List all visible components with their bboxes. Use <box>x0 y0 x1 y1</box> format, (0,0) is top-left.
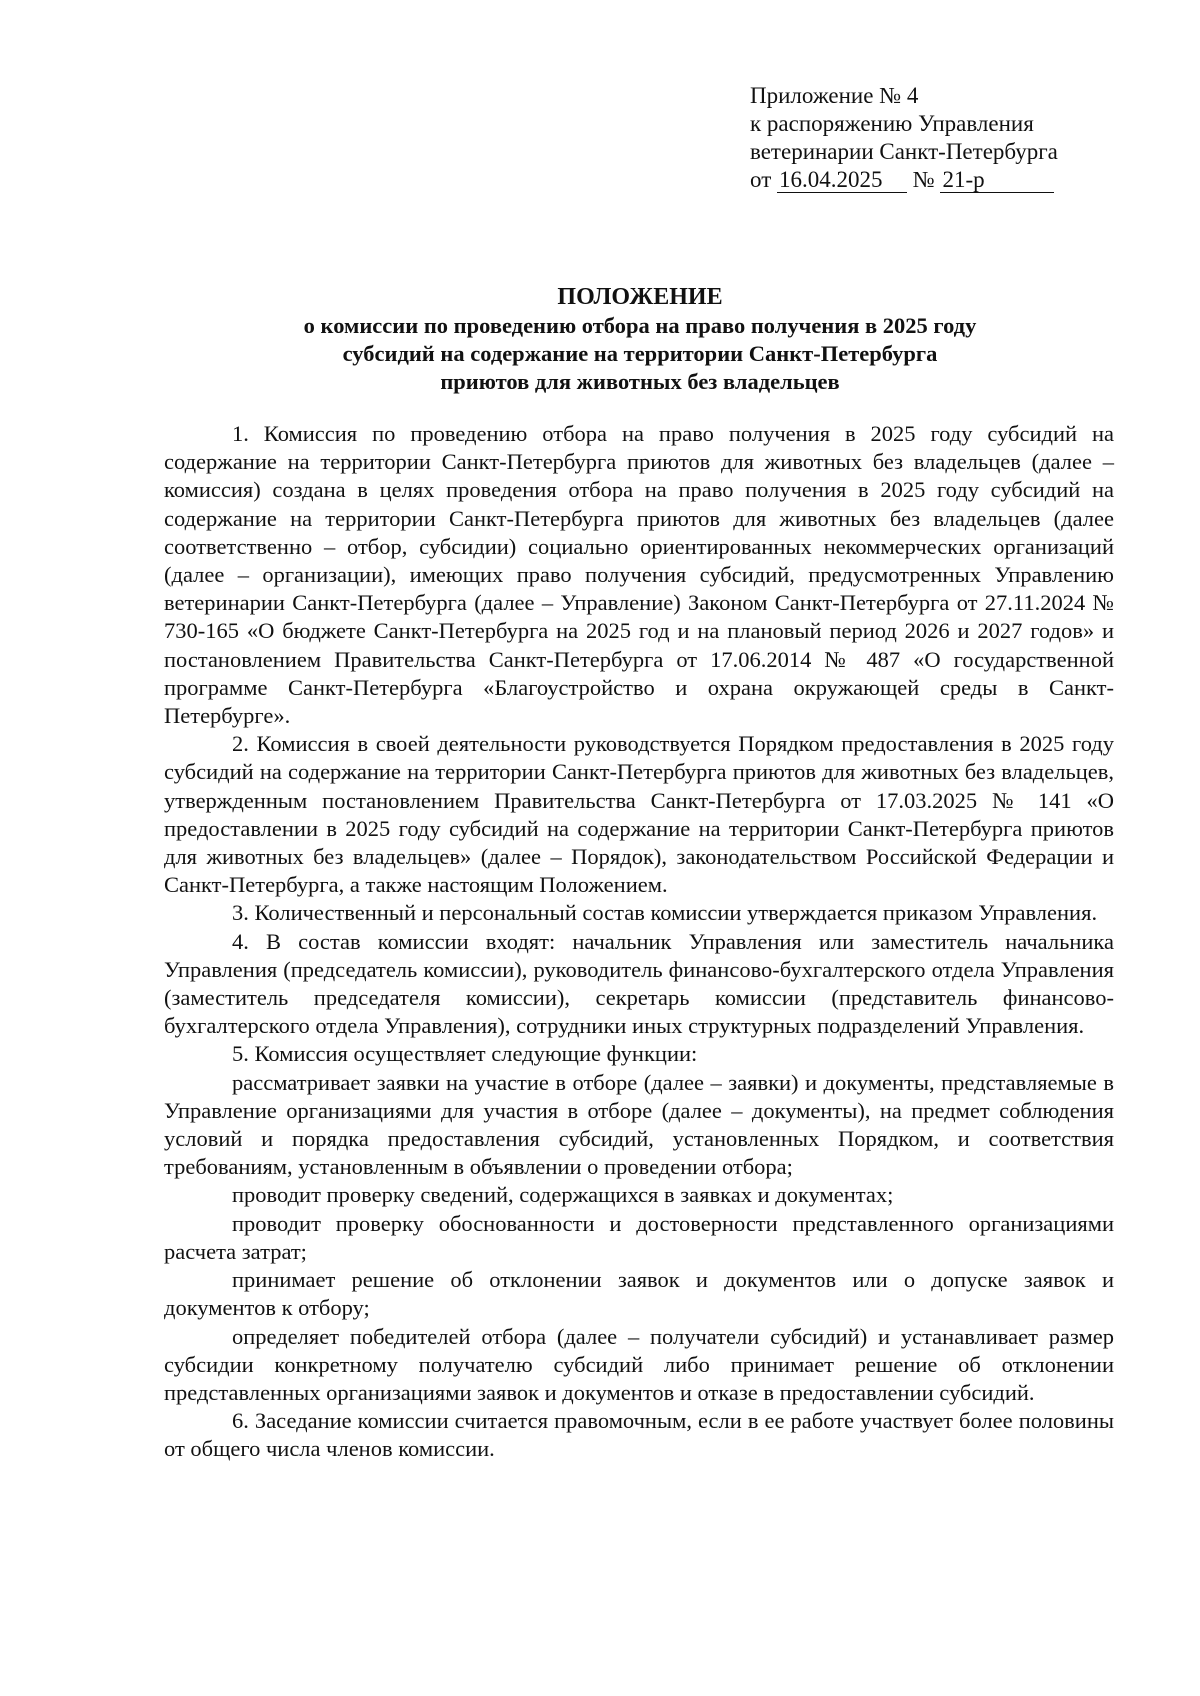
annex-header <box>750 82 1090 194</box>
function-item-4: принимает решение об отклонении заявок и документов или о допуске заявок и документов к отбору; <box>164 1267 1114 1321</box>
title-subtitle-line-2: субсидий на содержание на территории Санкт-Петербурга <box>342 341 938 366</box>
annex-line-2: к распоряжению Управления <box>750 111 1034 136</box>
annex-date-prefix: от <box>750 167 772 192</box>
title-subtitle-line-3: приютов для животных без владельцев <box>440 369 840 394</box>
document-body <box>164 420 1114 1464</box>
paragraph-4: 4. В состав комиссии входят: начальник Управления или заместитель начальника Управления (председатель комиссии), руководитель финансово-бухгалтерского отдела Управления (заместитель председателя комиссии), секретарь комиссии (представитель финансово-бухгалтерского отдела Управления), сотрудники иных структурных подразделений Управления. <box>164 928 1114 1039</box>
document-title <box>160 282 1120 396</box>
title-main: ПОЛОЖЕНИЕ <box>557 284 723 310</box>
title-subtitle-line-1: о комиссии по проведению отбора на право получения в 2025 году <box>303 313 977 338</box>
annex-number-prefix: № <box>912 167 935 192</box>
function-item-1: рассматривает заявки на участие в отборе (далее – заявки) и документы, представляемые в Управление организациями для участия в отборе (далее – документы), на предмет соблюдения условий и порядка предоставления субсидий, установленных Порядком, и соответствия требованиям, установленным в объявлении о проведении отбора; <box>164 1069 1114 1180</box>
annex-number: 21-р <box>940 168 1054 193</box>
paragraph-6: 6. Заседание комиссии считается правомочным, если в ее работе участвует более половины от общего числа членов комиссии. <box>164 1408 1114 1462</box>
paragraph-2: 2. Комиссия в своей деятельности руководствуется Порядком предоставления в 2025 году субсидий на содержание на территории Санкт-Петербурга приютов для животных без владельцев, утвержденным постановлением Правительства Санкт-Петербурга от 17.03.2025 № 141 «О предоставлении в 2025 году субсидий на содержание на территории Санкт-Петербурга приютов для животных без владельцев» (далее – Порядок), законодательством Российской Федерации и Санкт-Петербурга, а также настоящим Положением. <box>164 731 1114 898</box>
paragraph-1: 1. Комиссия по проведению отбора на право получения в 2025 году субсидий на содержание на территории Санкт-Петербурга приютов для животных без владельцев (далее – комиссия) создана в целях проведения отбора на право получения в 2025 году субсидий на содержание на территории Санкт-Петербурга приютов для животных без владельцев (далее соответственно – отбор, субсидии) социально ориентированных некоммерческих организаций (далее – организации), имеющих право получения субсидий, предусмотренных Управлению ветеринарии Санкт-Петербурга (далее – Управление) Законом Санкт-Петербурга от 27.11.2024 № 730-165 «О бюджете Санкт-Петербурга на 2025 год и на плановый период 2026 и 2027 годов» и постановлением Правительства Санкт-Петербурга от 17.06.2014 № 487 «О государственной программе Санкт-Петербурга «Благоустройство и охрана окружающей среды в Санкт-Петербурге». <box>164 421 1114 729</box>
annex-line-1: Приложение № 4 <box>750 83 919 108</box>
annex-line-3: ветеринарии Санкт-Петербурга <box>750 139 1058 164</box>
paragraph-5: 5. Комиссия осуществляет следующие функции: <box>232 1041 698 1067</box>
function-item-5: определяет победителей отбора (далее – получатели субсидий) и устанавливает размер субсидии конкретному получателю субсидий либо принимает решение об отклонении представленных организациями заявок и документов и отказе в предоставлении субсидий. <box>164 1323 1114 1405</box>
paragraph-3: 3. Количественный и персональный состав комиссии утверждается приказом Управления. <box>232 900 1098 926</box>
annex-date-line <box>750 166 1090 194</box>
annex-date: 16.04.2025 <box>777 168 907 193</box>
function-item-3: проводит проверку обоснованности и достоверности представленного организациями расчета затрат; <box>164 1210 1114 1264</box>
function-item-2: проводит проверку сведений, содержащихся в заявках и документах; <box>232 1182 894 1208</box>
